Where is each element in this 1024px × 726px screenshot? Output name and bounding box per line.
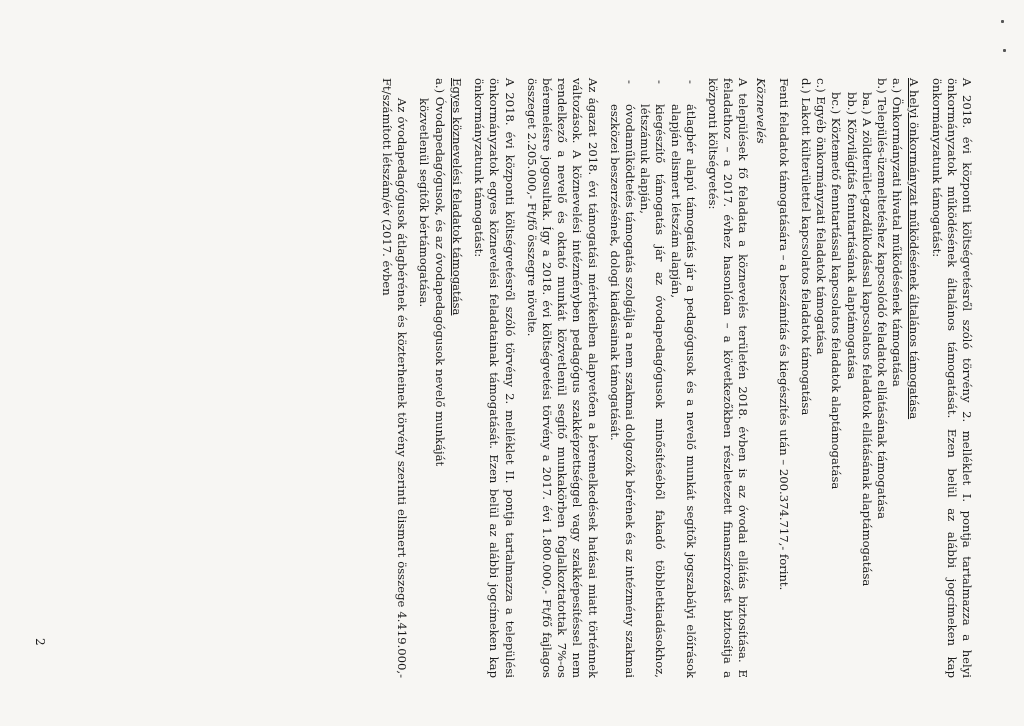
list-item: a.) Önkormányzati hivatal működésének támogatása bbox=[890, 78, 905, 387]
list-item: b.) Település-üzemeltetéshez kapcsolódó feladatok ellátásának támogatása bbox=[874, 78, 889, 520]
dash-item: - átlagbér alapú támogatás jár a pedagógusok és a nevelő munkát segítők jogszabályi előírások alapján elismert létszám alapján, bbox=[667, 78, 697, 678]
list-item-first-line: a.) Óvodapedagógusok, és az óvodapedagógusok nevelő munkáját bbox=[432, 78, 447, 467]
budget-law-paragraph: A 2018. évi központi költségvetésről szóló törvény 2. melléklet II. pontja tartalmazza a települési önkormányzatok egyes köznevelési feladatainak támogatását. Ezen belül az alábbi jogcímeken kap önkormányzatunk támogatást: bbox=[472, 78, 517, 678]
financing-dash-list bbox=[607, 78, 698, 678]
text-column bbox=[372, 78, 974, 678]
section-heading-education-tasks: Egyes köznevelési feladatok támogatása bbox=[449, 78, 464, 316]
list-item: bc.) Köztemető fenntartással kapcsolatos feladatok alaptámogatása bbox=[829, 92, 844, 490]
list-item: ba.) A zöldterület-gazdálkodással kapcsolatos feladatok ellátásának alaptámogatása bbox=[859, 92, 874, 587]
scan-speck bbox=[1003, 49, 1006, 52]
salary-paragraph: Az óvodapedagógusok átlagbérének és közterheinek törvény szerinti elismert összege 4.419.000,- Ft/számított létszám/év (2017. évben bbox=[380, 78, 410, 678]
section-heading-general-support: A helyi önkormányzat működésének általános támogatása bbox=[907, 78, 922, 420]
list-item-continuation: közvetlenül segítők bértámogatása. bbox=[417, 98, 432, 308]
section-heading-education: Köznevelés bbox=[753, 78, 768, 144]
education-paragraph: A települések fő feladata a köznevelés területén 2018. évben is az óvodai ellátás biztosítása. E feladathoz – a 2017. évhez hasonlóan – a következőkben részletezett finanszírozást biztosítja a központi költségvetés: bbox=[705, 78, 751, 678]
education-tasks-list bbox=[416, 78, 446, 678]
list-item bbox=[416, 78, 446, 678]
total-support-paragraph: Fenti feladatok támogatására – a beszámítás és kiegészítés után – 200.374.717,- forint. bbox=[776, 78, 791, 591]
dash-item: - óvodaműködtetés támogatás szolgálja a nem szakmai dolgozók bérének és az intézmény szakmai eszközei beszerzésének, dologi kiadásainak támogatását. bbox=[607, 78, 637, 678]
rotated-document-content bbox=[22, 18, 1002, 708]
support-items-list bbox=[798, 78, 904, 678]
list-item: d.) Lakott külterülettel kapcsolatos feladatok támogatása bbox=[798, 78, 813, 416]
intro-paragraph: A 2018. évi központi költségvetésről szóló törvény 2. melléklet I. pontja tartalmazza a helyi önkormányzatok működésének általános támogatását. Ezen belül az alábbi jogcímeken kap önkormányzatunk támogatást: bbox=[929, 78, 974, 678]
page-number: 2 bbox=[33, 638, 47, 646]
sector-paragraph: Az ágazat 2018. évi támogatási mértékeiben alapvetően a béremelkedések hatásai miatt történnek változások. A köznevelési intézményben pedagógus szakképzettséggel vagy szakképesítéssel nem rendelkező a nevelő és oktató munkát közvetlenül segítő munkakörben foglalkoztatottak 7%-os béremelésre jogosultak. Így a 2018. évi költségvetési törvény a 2017. évi 1.800.000,- Ft/fő fajlagos összeget 2.205.000,- Ft/fő összegre növelte. bbox=[524, 78, 600, 678]
dash-item: - kiegészítő támogatás jár az óvodapedagógusok minősítéséből fakadó többletkiadásokhoz, létszámuk alapján, bbox=[637, 78, 667, 678]
list-item: c.) Egyéb önkormányzati feladatok támogatása bbox=[814, 78, 829, 355]
list-item: bb.) Közvilágítás fenntartásának alaptámogatása bbox=[844, 92, 859, 380]
